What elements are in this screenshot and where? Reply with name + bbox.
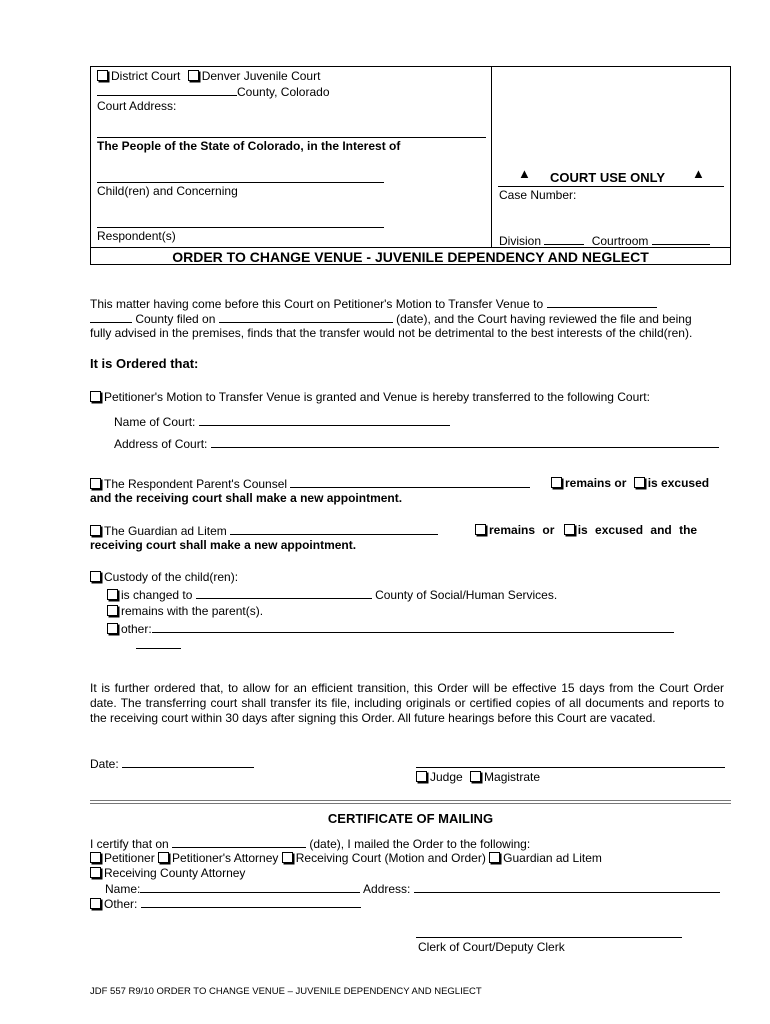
gal-name-blank[interactable]: [230, 523, 438, 535]
mailing-date-blank[interactable]: [172, 836, 306, 848]
children-concerning-label: Child(ren) and Concerning: [97, 184, 238, 198]
receiving-county-label: Receiving County Attorney: [104, 866, 246, 880]
custody-other-line-2[interactable]: [136, 648, 181, 649]
court-use-only-label: COURT USE ONLY: [550, 170, 666, 185]
date-blank[interactable]: [122, 756, 254, 768]
intro-text-2a: County filed on: [135, 312, 216, 326]
gal-checkbox[interactable]: [90, 525, 101, 536]
county-blank[interactable]: [97, 84, 237, 96]
counsel-remains-checkbox[interactable]: [551, 477, 562, 488]
gal-remains-label: remains or: [489, 523, 555, 537]
transfer-venue-blank[interactable]: [547, 296, 657, 308]
intro-line-2: [90, 311, 692, 327]
receiving-court-label: Receiving Court (Motion and Order): [295, 851, 486, 865]
court-address-line[interactable]: [97, 137, 486, 138]
counsel-excused-label: is excused: [647, 476, 710, 490]
recipients-row: [90, 851, 602, 866]
address-of-court-row: [114, 436, 719, 452]
magistrate-label: Magistrate: [484, 770, 541, 784]
intro-text-2b: (date), and the Court having reviewed the file and being: [396, 312, 692, 326]
custody-remains-checkbox[interactable]: [107, 605, 118, 616]
address-label: Address:: [363, 882, 411, 896]
child-name-line[interactable]: [97, 182, 384, 183]
case-number-label: Case Number:: [499, 188, 577, 202]
name-address-row: [105, 881, 720, 897]
gal-excused-label: is excused and the: [577, 523, 698, 537]
counsel-excused-checkbox[interactable]: [634, 477, 645, 488]
filed-date-blank[interactable]: [219, 311, 393, 323]
intro-line-3: fully advised in the premises, finds that the transfer would not be detrimental to the best interests of the child(ren).: [90, 326, 693, 340]
counsel-row: [90, 476, 530, 492]
arrow-up-icon: ▲: [518, 166, 531, 181]
other-blank[interactable]: [141, 896, 361, 908]
clerk-label: Clerk of Court/Deputy Clerk: [418, 940, 565, 954]
custody-label: Custody of the child(ren):: [104, 570, 239, 584]
receiving-county-checkbox[interactable]: [90, 867, 101, 878]
guardian-label: Guardian ad Litem: [503, 851, 602, 865]
gal-line-2: receiving court shall make a new appointment.: [90, 538, 357, 552]
denver-juvenile-label: Denver Juvenile Court: [201, 69, 321, 83]
petitioners-attorney-label: Petitioner's Attorney: [172, 851, 279, 865]
other-row: [90, 896, 361, 912]
further-ordered-paragraph: It is further ordered that, to allow for an efficient transition, this Order will be effective 15 days from the Court Order date. The transferring court shall transfer its file, including originals or certified copies of all documents and reports to the receiving court within 30 days after signing this Order. All future hearings before this Court are vacated.: [90, 681, 724, 725]
petitioner-checkbox[interactable]: [90, 852, 101, 863]
custody-remains-row: [107, 604, 263, 619]
judge-magistrate-row: [416, 770, 540, 785]
certify-label-b: (date), I mailed the Order to the following:: [309, 837, 531, 851]
custody-other-blank[interactable]: [152, 621, 674, 633]
gal-row: [90, 523, 438, 539]
motion-text: Petitioner's Motion to Transfer Venue is granted and Venue is hereby transferred to the following Court:: [104, 390, 650, 404]
judge-signature-line[interactable]: [416, 767, 725, 768]
name-of-court-row: [114, 414, 450, 430]
judge-label: Judge: [430, 770, 463, 784]
district-court-label: District Court: [111, 69, 181, 83]
judge-checkbox[interactable]: [416, 771, 427, 782]
court-address-label: Court Address:: [97, 99, 177, 113]
arrow-up-icon: ▲: [692, 166, 705, 181]
counsel-options: [551, 476, 709, 491]
intro-line-1: [90, 296, 657, 312]
custody-remains-label: remains with the parent(s).: [121, 604, 264, 618]
respondent-name-line[interactable]: [97, 227, 384, 228]
ordered-heading: It is Ordered that:: [90, 356, 199, 371]
custody-county-label: County of Social/Human Services.: [375, 588, 558, 602]
petitioner-label: Petitioner: [104, 851, 155, 865]
gal-excused-checkbox[interactable]: [564, 524, 575, 535]
custody-changed-row: [107, 587, 557, 603]
division-blank[interactable]: [544, 233, 584, 245]
counsel-name-blank[interactable]: [290, 476, 530, 488]
name-of-court-label: Name of Court:: [114, 415, 196, 429]
custody-other-checkbox[interactable]: [107, 623, 118, 634]
courtroom-label: Courtroom: [591, 234, 649, 248]
name-label: Name:: [105, 882, 141, 896]
people-label: The People of the State of Colorado, in the Interest of: [97, 139, 401, 153]
gal-options: [475, 523, 697, 538]
county-colorado-label: County, Colorado: [237, 85, 330, 99]
name-blank[interactable]: [140, 881, 360, 893]
clerk-signature-line[interactable]: [416, 937, 682, 938]
counsel-checkbox[interactable]: [90, 478, 101, 489]
district-court-checkbox[interactable]: [97, 70, 108, 81]
motion-row: [90, 390, 650, 405]
county-filed-blank[interactable]: [90, 311, 132, 323]
court-use-line: [498, 186, 724, 187]
denver-juvenile-checkbox[interactable]: [188, 70, 199, 81]
custody-checkbox[interactable]: [90, 571, 101, 582]
date-row: [90, 756, 254, 772]
custody-row: [90, 570, 238, 585]
custody-other-row: [107, 621, 674, 637]
section-divider: [90, 800, 731, 804]
custody-changed-label: is changed to: [121, 588, 193, 602]
county-row: [97, 84, 330, 100]
courtroom-blank[interactable]: [652, 233, 710, 245]
custody-other-label: other:: [121, 622, 152, 636]
footer: JDF 557 R9/10 ORDER TO CHANGE VENUE – JUVENILE DEPENDENCY AND NEGLIECT: [90, 986, 482, 997]
certificate-title: CERTIFICATE OF MAILING: [327, 811, 494, 826]
certify-row: [90, 836, 530, 852]
custody-changed-checkbox[interactable]: [107, 589, 118, 600]
other-label: Other:: [104, 897, 138, 911]
address-blank[interactable]: [414, 881, 720, 893]
caption-divider: [491, 66, 492, 248]
gal-text: The Guardian ad Litem: [104, 524, 227, 538]
address-of-court-label: Address of Court:: [114, 437, 208, 451]
gal-remains-checkbox[interactable]: [475, 524, 486, 535]
motion-granted-checkbox[interactable]: [90, 391, 101, 402]
counsel-remains-label: remains or: [565, 476, 627, 490]
other-checkbox[interactable]: [90, 898, 101, 909]
guardian-checkbox[interactable]: [489, 852, 500, 863]
page-title: ORDER TO CHANGE VENUE - JUVENILE DEPENDENCY AND NEGLECT: [172, 249, 649, 265]
court-type-row: [97, 69, 320, 84]
date-label: Date:: [90, 757, 119, 771]
receiving-county-row: [90, 866, 245, 881]
certify-label-a: I certify that on: [90, 837, 169, 851]
counsel-line-2: and the receiving court shall make a new appointment.: [90, 491, 403, 505]
intro-text-1: This matter having come before this Court on Petitioner's Motion to Transfer Venue to: [90, 297, 544, 311]
name-of-court-blank[interactable]: [199, 414, 450, 426]
respondents-label: Respondent(s): [97, 229, 176, 243]
counsel-text: The Respondent Parent's Counsel: [104, 477, 288, 491]
address-of-court-blank[interactable]: [211, 436, 719, 448]
petitioners-attorney-checkbox[interactable]: [158, 852, 169, 863]
division-row: [499, 233, 710, 249]
custody-county-blank[interactable]: [196, 587, 372, 599]
receiving-court-checkbox[interactable]: [282, 852, 293, 863]
magistrate-checkbox[interactable]: [470, 771, 481, 782]
division-label: Division: [499, 234, 542, 248]
